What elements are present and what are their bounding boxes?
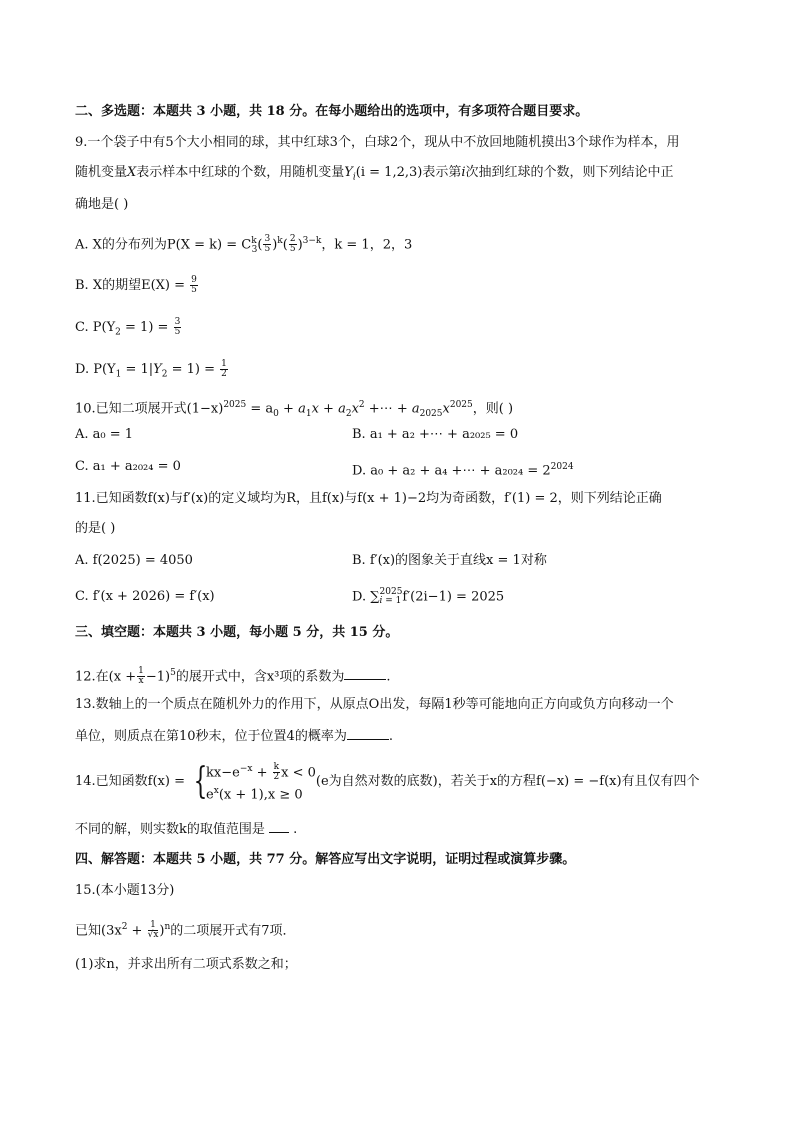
- q14-text: 不同的解，则实数k的取值范围是: [75, 822, 265, 837]
- section-multi-choice-heading: 二、多选题：本题共 3 小题，共 18 分。在每小题给出的选项中，有多项符合题目要求。: [75, 104, 589, 119]
- q12-end: .: [386, 669, 391, 685]
- q14-pre: 14.已知函数f(x) =: [75, 774, 185, 790]
- q9-option-d: D. $P(Y_1 = 1|Y_2 = 1)$ = $\frac{1}{2}$: [75, 359, 227, 380]
- q10-option-d-text: D. a₀ + a₂ + a₄ +⋯ + a₂₀₂₄ = 2: [352, 463, 551, 479]
- q14-end: .: [293, 822, 298, 837]
- q9-option-a: A. X的分布列为$P(X = k) = C^k_3$( $\frac{3}{5}$ )$^k$( $\frac{2}{5}$ )$^{3-k}$，k = 1，2，3: [75, 234, 413, 255]
- q14-case2: e: [206, 787, 214, 803]
- q10-option-d: [352, 458, 574, 480]
- section-fill-in-heading: 三、填空题：本题共 3 小题，每小题 5 分，共 15 分。: [75, 625, 399, 640]
- q11-option-d-tail: f′(2i−1) = 2025: [402, 589, 505, 605]
- q12-post: −1): [145, 669, 171, 685]
- q9-stem-line3: 确地是( ): [75, 197, 129, 212]
- q9-text: (i = 1,2,3)表示第: [355, 165, 462, 180]
- section-solve-heading: 四、解答题：本题共 5 小题，共 77 分。解答应写出文字说明，证明过程或演算步骤。: [75, 852, 576, 867]
- q13-end: .: [388, 729, 393, 744]
- q10-option-a: A. a₀ = 1: [75, 427, 134, 442]
- q14-stem-line1: 14.已知函数f(x) = { $kx-e^{-x}$ + $\frac{k}{2}$ x < 0 $e^x(x + 1),x \ge 0$ (e为自然对数的底数)，若关于x的方程f(−x) = −f(x)有且仅有四个: [75, 761, 700, 803]
- q9-option-c-text: C. P(Y: [75, 320, 116, 335]
- q10-option-c: C. a₁ + a₂₀₂₄ = 0: [75, 459, 181, 474]
- q9-option-d-text: D. P(Y: [75, 362, 116, 377]
- q9-option-b-text: B. X的期望E(X) =: [75, 278, 185, 293]
- q14-case1-tail: x < 0: [281, 765, 316, 781]
- q13-answer-blank[interactable]: [347, 727, 389, 740]
- q9-stem-line2: 随机变量X表示样本中红球的个数，用随机变量$Y_i(i = 1,2,3)$表示第i次抽到红球的个数，则下列结论中正: [75, 165, 674, 183]
- q10-stem-text: 10.已知二项展开式(1−x): [75, 401, 224, 417]
- q11-option-c: C. f′(x + 2026) = f′(x): [75, 589, 215, 604]
- q12-answer-blank[interactable]: [344, 667, 386, 680]
- q9-text: 随机变量: [75, 165, 128, 180]
- q12-pre: 12.在(x +: [75, 669, 137, 685]
- q11-stem-line2: 的是( ): [75, 521, 116, 536]
- q10-stem: 10.已知二项展开式$(1-x)^{2025} = a_0 + a_1x + a_2x^2$ +⋯ + $a_{2025}x^{2025}$，则( ): [75, 400, 514, 419]
- q15-stem-pre: 已知(3x: [75, 923, 122, 939]
- q9-stem-line1: 9.一个袋子中有5个大小相同的球，其中红球3个，白球2个，现从中不放回地随机摸出3个球作为样本，用: [75, 135, 680, 150]
- q13-stem-line2: [75, 727, 393, 746]
- q10-option-b: B. a₁ + a₂ +⋯ + a₂₀₂₅ = 0: [352, 427, 519, 442]
- q11-stem-line1: 11.已知函数f(x)与f′(x)的定义域均为R，且f(x)与f(x + 1)−2均为奇函数，f′(1) = 2，则下列结论正确: [75, 491, 662, 506]
- q13-stem-line1: 13.数轴上的一个质点在随机外力的作用下，从原点O出发，每隔1秒等可能地向正方向或负方向移动一个: [75, 697, 674, 712]
- q9-text: 次抽到红球的个数，则下列结论中正: [465, 165, 674, 180]
- q15-part1: (1)求n，并求出所有二项式系数之和；: [75, 957, 297, 972]
- q10-stem-mid: = a: [246, 401, 274, 417]
- q15-stem-post: ): [159, 923, 165, 939]
- q9-option-a-text: A. X的分布列为P(X = k) = C: [75, 237, 252, 253]
- q14-case1: kx−e: [206, 765, 240, 781]
- q12-tail: 的展开式中，含x³项的系数为: [175, 669, 345, 685]
- q9-option-c: C. $P(Y_2 = 1)$ = $\frac{3}{5}$: [75, 317, 181, 338]
- q15-stem: 已知($3x^2$ + $\frac{1}{√x}$ )$^n$的二项展开式有7项．: [75, 920, 296, 941]
- q11-option-d-text: D. ∑: [352, 589, 380, 605]
- q10-stem-tail: ，则( ): [472, 401, 514, 417]
- q14-post: (e为自然对数的底数)，若关于x的方程f(−x) = −f(x)有且仅有四个: [315, 774, 700, 790]
- q9-option-b: B. X的期望E(X) = $\frac{9}{5}$: [75, 275, 197, 295]
- q13-text: 单位，则质点在第10秒末，位于位置4的概率为: [75, 729, 347, 744]
- q11-option-a: A. f(2025) = 4050: [75, 553, 193, 568]
- q14-answer-blank[interactable]: [269, 820, 289, 833]
- q10-exponent: 2025: [223, 400, 247, 410]
- q12-stem: 12.在(x + $\frac{1}{x}$ −1)$^5$的展开式中，含x³项的系数为 .: [75, 666, 391, 687]
- q14-stem-line2: [75, 820, 297, 839]
- piecewise-brace: {: [193, 761, 208, 803]
- q11-option-d: D. ∑ 2025 i = 1 f′(2i−1) = 2025: [352, 587, 505, 606]
- q9-option-a-tail: ，k = 1，2，3: [321, 237, 413, 253]
- q14-case1-exp: −x: [239, 764, 253, 774]
- q12-exp: 5: [170, 668, 176, 678]
- q10-option-d-exp: 2024: [550, 462, 574, 472]
- q15-stem-tail: 的二项展开式有7项．: [170, 923, 296, 939]
- q14-case2-tail: (x + 1),x ≥ 0: [218, 787, 303, 803]
- q9-text: 表示样本中红球的个数，用随机变量: [136, 165, 345, 180]
- q14-case2-exp: x: [213, 786, 219, 797]
- q11-option-b: B. f′(x)的图象关于直线x = 1对称: [352, 553, 547, 568]
- q15-title: 15.(本小题13分): [75, 883, 175, 898]
